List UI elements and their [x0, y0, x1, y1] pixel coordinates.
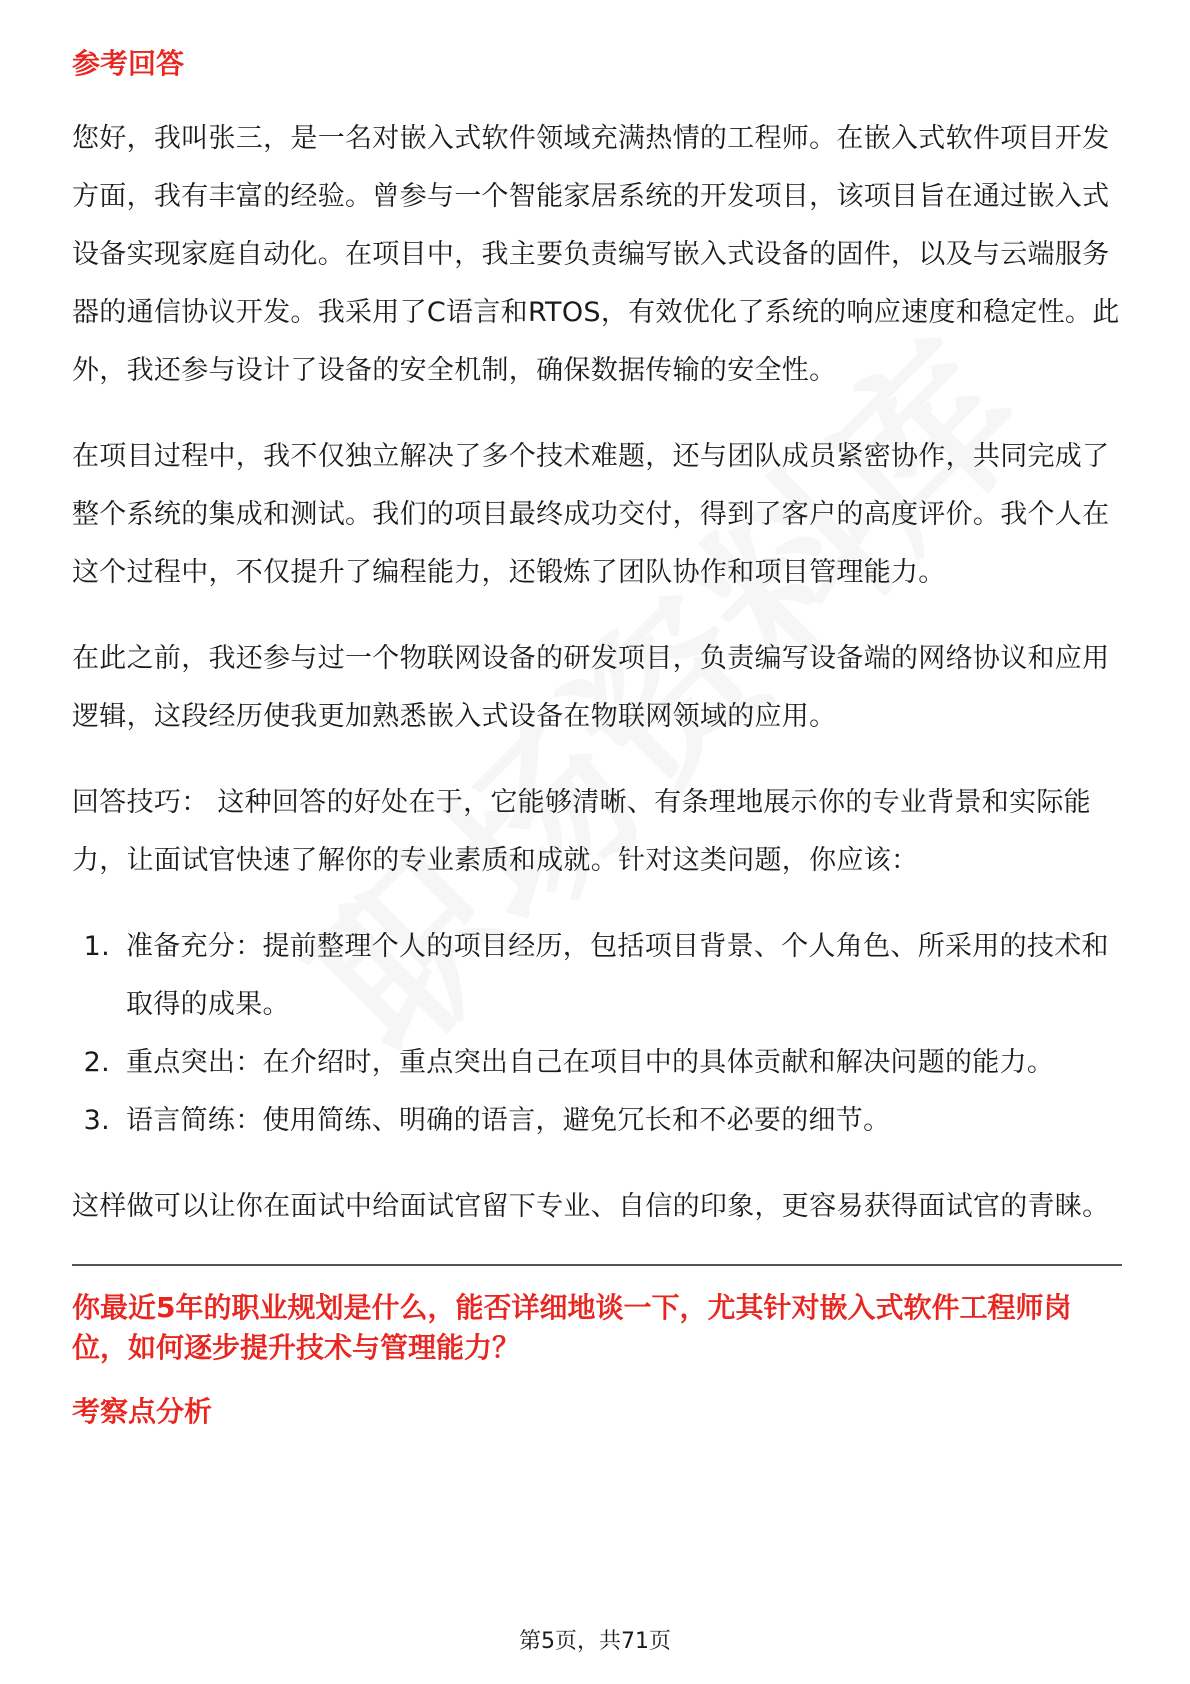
- list-number: 2.: [83, 1047, 110, 1078]
- list-number: 1.: [83, 931, 110, 962]
- list-item: [72, 1034, 1122, 1092]
- list-item: [72, 918, 1122, 1034]
- section-divider: [72, 1264, 1122, 1266]
- page-footer: 第5页，共71页: [519, 1629, 671, 1654]
- tips-list: [72, 918, 1122, 1150]
- answer-paragraph-1: 您好，我叫张三，是一名对嵌入式软件领域充满热情的工程师。在嵌入式软件项目开发方面，我有丰富的经验。曾参与一个智能家居系统的开发项目，该项目旨在通过嵌入式设备实现家庭自动化。在项目中，我主要负责编写嵌入式设备的固件，以及与云端服务器的通信协议开发。我采用了C语言和RTOS，有效优化了系统的响应速度和稳定性。此外，我还参与设计了设备的安全机制，确保数据传输的安全性。: [72, 123, 1120, 386]
- answer-tips-intro: 回答技巧： 这种回答的好处在于，它能够清晰、有条理地展示你的专业背景和实际能力，让面试官快速了解你的专业素质和成就。针对这类问题，你应该：: [72, 787, 1091, 876]
- answer-paragraph-2: 在项目过程中，我不仅独立解决了多个技术难题，还与团队成员紧密协作，共同完成了整个系统的集成和测试。我们的项目最终成功交付，得到了客户的高度评价。我个人在这个过程中，不仅提升了编程能力，还锻炼了团队协作和项目管理能力。: [72, 441, 1110, 588]
- answer-heading: 参考回答: [72, 47, 185, 80]
- list-item: [72, 1092, 1122, 1150]
- next-question: 你最近5年的职业规划是什么，能否详细地谈一下，尤其针对嵌入式软件工程师岗位，如何逐步提升技术与管理能力？: [72, 1291, 1072, 1364]
- closing-paragraph: 这样做可以让你在面试中给面试官留下专业、自信的印象，更容易获得面试官的青睐。: [72, 1191, 1110, 1222]
- document-page: [72, 44, 1122, 1458]
- analysis-heading: 考察点分析: [72, 1395, 213, 1428]
- list-number: 3.: [83, 1105, 110, 1136]
- list-text: 准备充分：提前整理个人的项目经历，包括项目背景、个人角色、所采用的技术和取得的成果。: [126, 931, 1109, 1020]
- list-text: 语言简练：使用简练、明确的语言，避免冗长和不必要的细节。: [126, 1105, 891, 1136]
- answer-paragraph-3: 在此之前，我还参与过一个物联网设备的研发项目，负责编写设备端的网络协议和应用逻辑，这段经历使我更加熟悉嵌入式设备在物联网领域的应用。: [72, 643, 1110, 732]
- list-text: 重点突出：在介绍时，重点突出自己在项目中的具体贡献和解决问题的能力。: [126, 1047, 1055, 1078]
